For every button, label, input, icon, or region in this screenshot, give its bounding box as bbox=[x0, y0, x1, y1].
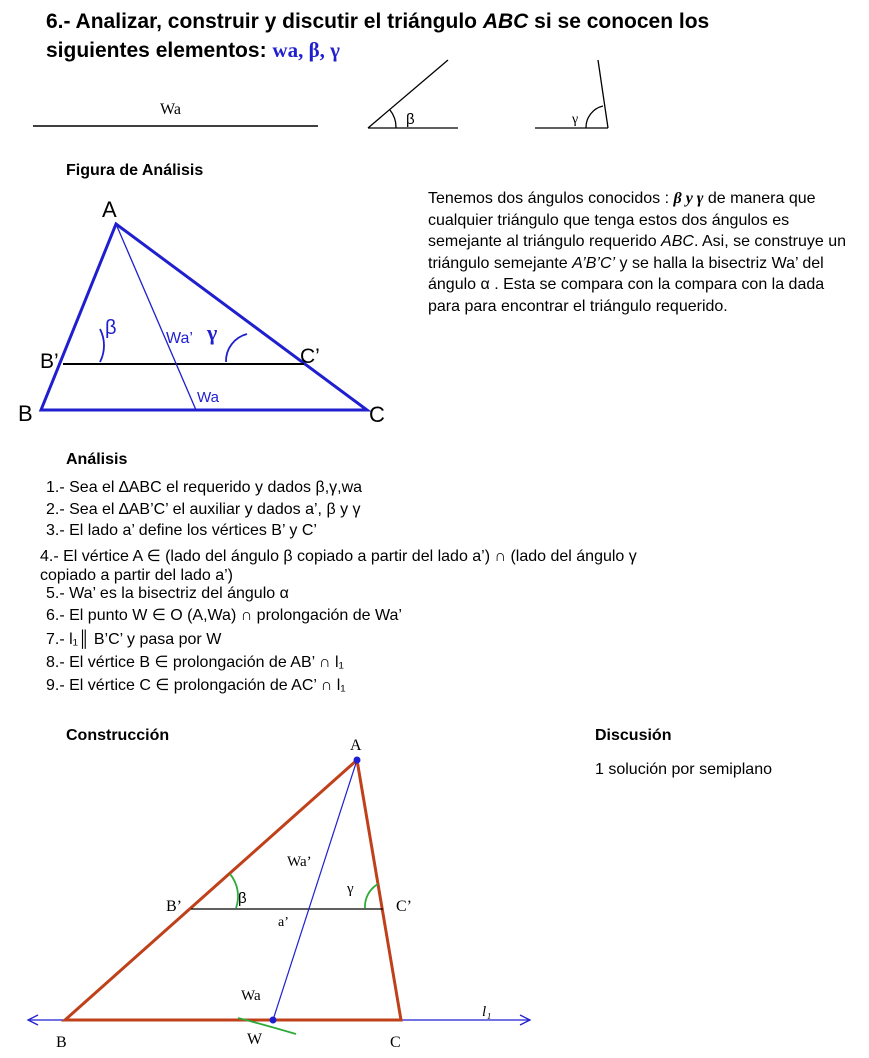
analysis-heading: Análisis bbox=[66, 451, 128, 468]
analysis-label-wa: Wa bbox=[197, 389, 219, 406]
construction-label-b: B bbox=[56, 1034, 67, 1051]
construction-beta-arc bbox=[230, 874, 238, 908]
analysis-step-6: 6.- El punto W ∈ O (A,Wa) ∩ prolongación de Wa’ bbox=[46, 607, 402, 624]
construction-label-wa: Wa bbox=[241, 988, 261, 1004]
analysis-step-4-cont: copiado a partir del lado a’) bbox=[40, 567, 234, 584]
analysis-gamma-arc bbox=[226, 334, 247, 362]
construction-label-a1: a’ bbox=[278, 915, 289, 930]
analysis-step-1: 1.- Sea el ∆ABC el requerido y dados β,γ,wa bbox=[46, 479, 363, 496]
given-gamma-label: γ bbox=[572, 112, 579, 127]
analysis-label-beta: β bbox=[105, 317, 117, 339]
construction-label-wa1: Wa’ bbox=[287, 854, 312, 870]
construction-label-beta: β bbox=[238, 890, 247, 907]
title-line2: siguientes elementos: bbox=[46, 39, 267, 62]
construction-gamma-arc bbox=[365, 884, 378, 908]
analysis-label-gamma: γ bbox=[207, 320, 218, 345]
construction-label-a: A bbox=[350, 737, 362, 754]
title-elements: wa, β, γ bbox=[272, 38, 340, 62]
construction-label-b1: B’ bbox=[166, 898, 182, 915]
construction-point-w bbox=[270, 1017, 277, 1024]
analysis-label-wa1: Wa’ bbox=[166, 330, 193, 347]
description-abc1: A’B’C’ bbox=[572, 254, 616, 272]
analysis-step-5: 5.- Wa’ es la bisectriz del ángulo α bbox=[46, 585, 289, 602]
construction-label-gamma: γ bbox=[347, 881, 354, 897]
title-line1-end: si se conocen los bbox=[534, 10, 710, 33]
given-gamma-side bbox=[598, 60, 608, 128]
analysis-step-3: 3.- El lado a’ define los vértices B’ y C’ bbox=[46, 522, 317, 539]
given-beta-label: β bbox=[406, 111, 415, 128]
construction-label-c: C bbox=[390, 1034, 401, 1051]
analysis-label-c: C bbox=[369, 402, 385, 427]
description-p4: y se halla la bisectriz Wa’ del ángulo α . Esta se compara con la compara con la dada para para encontrar el triángulo requerido. bbox=[428, 254, 825, 315]
analysis-figure-heading: Figura de Análisis bbox=[66, 162, 204, 179]
analysis-label-b1: B’ bbox=[40, 350, 59, 373]
construction-label-l1: l₁ bbox=[482, 1004, 492, 1020]
analysis-label-a: A bbox=[102, 197, 117, 222]
title-abc: ABC bbox=[482, 10, 529, 33]
analysis-step-8: 8.- El vértice B ∈ prolongación de AB’ ∩ l₁ bbox=[46, 654, 344, 671]
description-p3: . Asi, se construye un triángulo semejante bbox=[428, 233, 847, 272]
description-angles: β y γ bbox=[673, 190, 704, 207]
description-p1: Tenemos dos ángulos conocidos : bbox=[428, 190, 670, 207]
discussion-heading: Discusión bbox=[595, 727, 672, 744]
analysis-triangle-abc bbox=[41, 224, 367, 410]
analysis-label-b: B bbox=[18, 401, 33, 426]
description-p2: de manera que cualquier triángulo que tenga estos dos ángulos es semejante al triángulo requerido bbox=[428, 190, 816, 250]
construction-label-w: W bbox=[247, 1031, 263, 1048]
construction-point-a bbox=[354, 757, 361, 764]
given-gamma-arc bbox=[586, 106, 603, 128]
discussion-text: 1 solución por semiplano bbox=[595, 761, 772, 778]
analysis-step-4: 4.- El vértice A ∈ (lado del ángulo β copiado a partir del lado a’) ∩ (lado del ángulo γ bbox=[40, 548, 637, 565]
given-wa-label: Wa bbox=[160, 101, 181, 118]
analysis-step-2: 2.- Sea el ∆AB’C’ el auxiliar y dados a’, β y γ bbox=[46, 501, 361, 518]
given-beta-arc bbox=[390, 110, 396, 128]
analysis-beta-arc bbox=[100, 329, 104, 362]
analysis-label-c1: C’ bbox=[300, 345, 320, 368]
construction-label-c1: C’ bbox=[396, 898, 412, 915]
analysis-step-9: 9.- El vértice C ∈ prolongación de AC’ ∩ l₁ bbox=[46, 677, 346, 694]
analysis-step-7: 7.- l₁║ B’C’ y pasa por W bbox=[46, 631, 222, 648]
title-line1: 6.- Analizar, construir y discutir el triángulo bbox=[46, 10, 477, 33]
description-abc: ABC bbox=[661, 233, 694, 250]
construction-heading: Construcción bbox=[66, 727, 170, 744]
description-paragraph bbox=[428, 188, 858, 317]
